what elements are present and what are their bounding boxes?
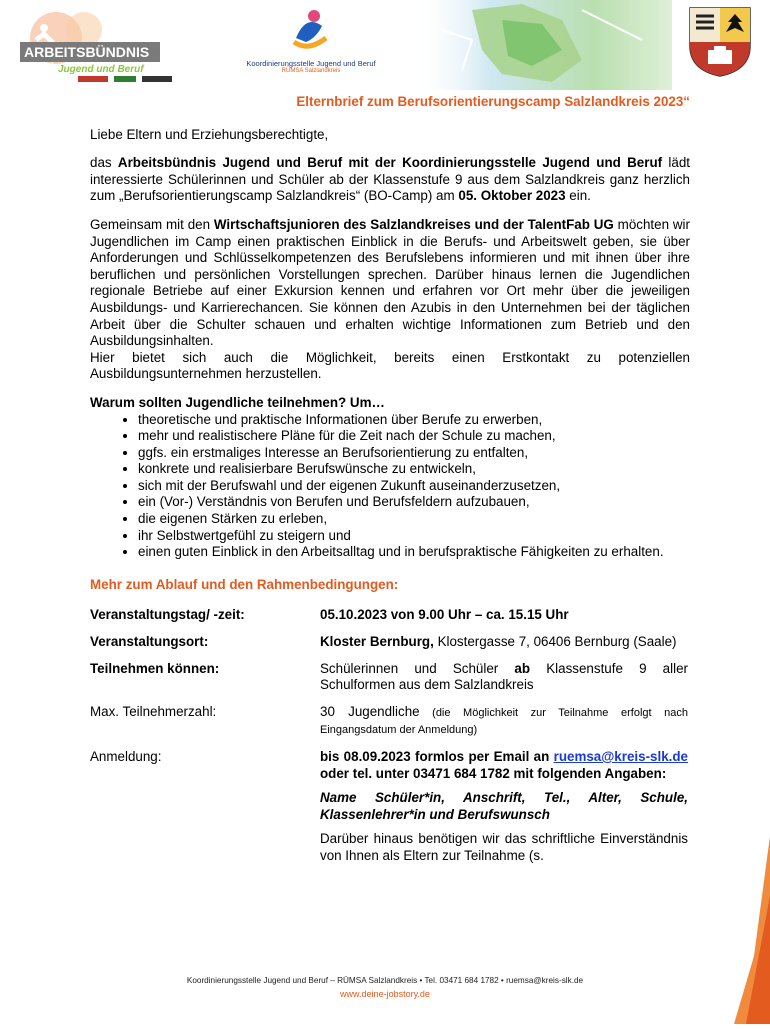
list-item: • einen guten Einblick in den Arbeitsalltag und in berufspraktische Fähigkeiten zu erhalten.	[138, 544, 690, 561]
arbeitsbuendnis-logo	[14, 8, 194, 88]
registration-fields: Name Schüler*in, Anschrift, Tel., Alter, Schule, Klassenlehrer*in und Berufswunsch	[320, 790, 688, 822]
participants-value	[320, 661, 688, 694]
place-label: Veranstaltungsort:	[90, 634, 209, 650]
registration-consent: Darüber hinaus benötigen wir das schriftliche Einverständnis von Ihnen als Eltern zur Teilnahme (s.	[320, 831, 688, 863]
letter-title: Elternbrief zum Berufsorientierungscamp Salzlandkreis 2023“	[296, 94, 690, 109]
contact-paragraph: Hier bietet sich auch die Möglichkeit, bereits einen Erstkontakt zu potenziellen Ausbildungsunternehmen herzustellen.	[90, 349, 690, 382]
salutation: Liebe Eltern und Erziehungsberechtigte,	[90, 126, 329, 142]
detail-row-place	[90, 634, 690, 651]
participants-ab: ab	[514, 660, 531, 676]
participants-text-1: Schülerinnen und Schüler	[320, 660, 515, 676]
participants-text-2: Klassenstufe 9 aller Schulformen aus dem Salzlandkreis	[320, 660, 688, 693]
partner-names: Wirtschaftsjunioren des Salzlandkreises und der TalentFab UG	[213, 216, 614, 232]
participants-label: Teilnehmen können:	[90, 660, 220, 676]
list-item: • konkrete und realisierbare Berufswünsche zu entwickeln,	[138, 461, 690, 478]
intro-text-3: ein.	[565, 188, 591, 204]
list-item: • ggfs. ein erstmaliges Interesse an Berufsorientierung zu entfalten,	[138, 445, 690, 462]
intro-organizer: Arbeitsbündnis Jugend und Beruf mit der Koordinierungsstelle Jugend und Beruf	[117, 155, 663, 171]
intro-text-1: das	[90, 155, 118, 171]
partner-text-1: Gemeinsam mit den	[90, 216, 214, 232]
registration-label: Anmeldung:	[90, 749, 162, 764]
max-label: Max. Teilnehmerzahl:	[90, 703, 217, 719]
date-value: 05.10.2023 von 9.00 Uhr – ca. 15.15 Uhr	[320, 607, 569, 623]
more-heading: Mehr zum Ablauf und den Rahmenbedingungen:	[90, 576, 399, 592]
registration-phone: oder tel. unter 03471 684 1782 mit folgenden Angaben:	[320, 765, 667, 781]
list-item: • sich mit der Berufswahl und der eigenen Zukunft auseinanderzusetzen,	[138, 478, 690, 495]
map-decoration	[412, 0, 672, 90]
list-item: • ein (Vor-) Verständnis von Berufen und Berufsfeldern aufzubauen,	[138, 494, 690, 511]
date-label: Veranstaltungstag/ -zeit:	[90, 607, 245, 623]
logo-left-line1: ARBEITSBÜNDNIS	[24, 44, 150, 60]
letter-body	[90, 94, 690, 875]
detail-row-registration	[90, 749, 690, 865]
list-item: • mehr und realistischere Pläne für die Zeit nach der Schule zu machen,	[138, 428, 690, 445]
logo-center-title: Koordinierungsstelle Jugend und Beruf	[246, 59, 376, 68]
max-value	[320, 704, 688, 739]
logo-left-line2: Jugend und Beruf	[58, 64, 144, 75]
registration-instructions	[320, 749, 688, 782]
place-value	[320, 634, 688, 651]
place-address: Klostergasse 7, 06406 Bernburg (Saale)	[433, 634, 677, 650]
detail-row-date	[90, 607, 690, 624]
registration-value	[320, 749, 688, 865]
registration-email-link[interactable]: ruemsa@kreis-slk.de	[553, 749, 688, 764]
list-item: • die eigenen Stärken zu erleben,	[138, 511, 690, 528]
footer	[0, 976, 770, 999]
intro-paragraph	[90, 155, 690, 205]
max-count: 30 Jugendliche	[320, 703, 420, 719]
registration-deadline: bis 08.09.2023 formlos per Email an	[320, 749, 554, 764]
list-item: • ihr Selbstwertgefühl zu steigern und	[138, 528, 690, 545]
partner-paragraph	[90, 217, 690, 350]
detail-row-max	[90, 704, 690, 739]
koordinierungsstelle-logo	[236, 8, 386, 84]
footer-contact: Koordinierungsstelle Jugend und Beruf – RÜMSA Salzlandkreis • Tel. 03471 684 1782 • ruemsa@kreis-slk.de	[186, 976, 584, 985]
salzlandkreis-crest	[688, 6, 752, 78]
place-name: Kloster Bernburg,	[320, 634, 434, 650]
letterhead	[0, 0, 770, 92]
koordinierungsstelle-emblem	[286, 8, 336, 52]
detail-row-participants	[90, 661, 690, 694]
why-list	[90, 412, 690, 561]
why-heading: Warum sollten Jugendliche teilnehmen? Um…	[90, 394, 385, 410]
intro-text-2: lädt interessierte Schülerinnen und Schüler ab der Klassenstufe 9 aus dem Salzlandkreis ganz herzlich zum „Berufsorientierungscamp Salzlandkreis“ (BO-Camp) am	[90, 155, 691, 204]
list-item: • theoretische und praktische Informationen über Berufe zu erwerben,	[138, 412, 690, 429]
partner-text-2: möchten wir Jugendlichen im Camp einen praktischen Einblick in die Berufs- und Arbeitswelt geben, sie über Anforderungen und Schlüsselkompetenzen des Berufslebens informieren und mit ihnen über ihre beruflichen und persönlichen Vorstellungen sprechen. Darüber hinaus lernen die Jugendlichen regionale Betriebe auf einer Exkursion kennen und erfahren vor Ort mehr über die jeweiligen Ausbildungs- und Karrierechancen. Sie können den Azubis in den Unternehmen bei der täglichen Arbeit über die Schulter schauen und erhalten wichtige Informationen zum Betrieb und den Ausbildungsinhalten.	[90, 216, 690, 349]
intro-date: 05. Oktober 2023	[458, 188, 566, 204]
footer-website-link[interactable]: www.deine-jobstory.de	[340, 989, 430, 999]
logo-center-subtitle: RÜMSA Salzlandkreis	[281, 68, 341, 74]
max-note: (die Möglichkeit zur Teilnahme erfolgt nach Eingangsdatum der Anmeldung)	[320, 706, 688, 737]
